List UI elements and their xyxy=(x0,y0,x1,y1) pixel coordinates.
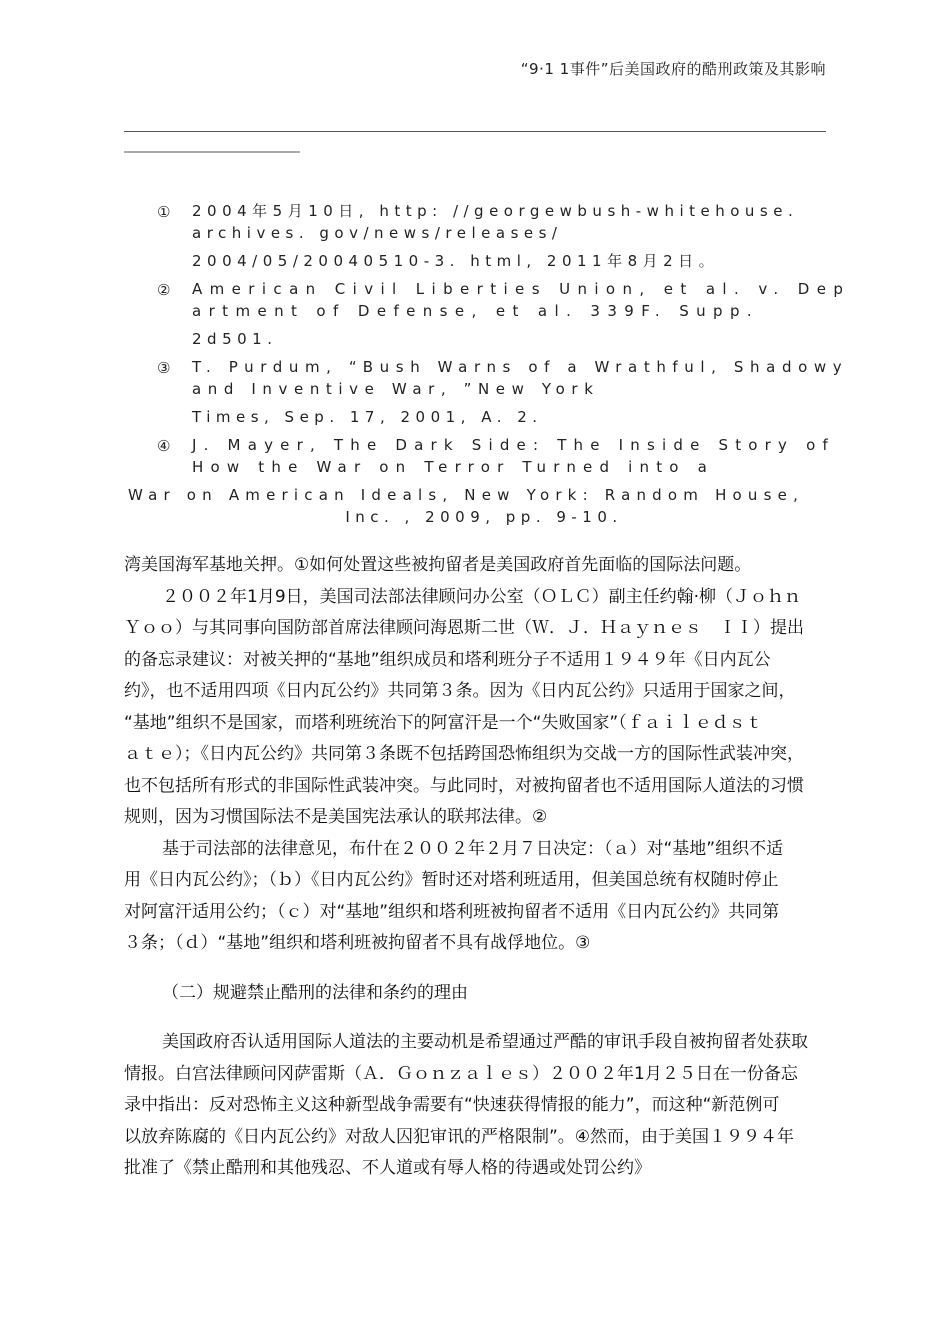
paragraph-line: 对阿富汗适用公约；（ｃ）对“基地”组织和塔利班被拘留者不适用《日内瓦公约》共同第 xyxy=(124,901,780,922)
footnote-line: and Inventive War, ”New York xyxy=(192,380,600,398)
footnote-line: Times, Sep. 17, 2001, A. 2. xyxy=(192,408,543,426)
footnote-mark: ④ xyxy=(157,437,171,455)
footnote-line: War on American Ideals, New York: Random House, xyxy=(128,486,805,504)
footnote-mark: ① xyxy=(157,203,171,221)
footnote-line: archives. gov/news/releases/ xyxy=(192,224,563,242)
footnote-line: 2004年5月10日, http: //georgewbush-whitehouse. xyxy=(192,202,799,220)
paragraph-line: ａｔｅ）；《日内瓦公约》共同第３条既不包括跨国恐怖组织为交战一方的国际性武装冲突， xyxy=(124,744,804,764)
paragraph-line: 的备忘录建议：对被关押的“基地”组织成员和塔利班分子不适用１９４９年《日内瓦公 xyxy=(124,649,771,670)
footnote-line: artment of Defense, et al. 339F. Supp. xyxy=(192,302,760,320)
paragraph-line: ３条；（ｄ）“基地”组织和塔利班被拘留者不具有战俘地位。③ xyxy=(124,933,591,953)
footnote-mark: ③ xyxy=(157,359,171,377)
paragraph-line: 湾美国海军基地关押。①如何处置这些被拘留者是美国政府首先面临的国际法问题。 xyxy=(124,555,752,575)
footnote-separator xyxy=(124,151,300,153)
footnote-line: American Civil Liberties Union, et al. v. Dep xyxy=(192,280,851,298)
paragraph-line: 也不包括所有形式的非国际性武装冲突。与此同时，对被拘留者也不适用国际人道法的习惯 xyxy=(124,775,804,796)
footnote-line: 2004/05/20040510-3. html, 2011年8月2日。 xyxy=(192,252,720,270)
paragraph-line: 情报。白宫法律顾问冈萨雷斯（Ａ．Ｇｏｎｚａｌｅｓ）２００２年1月２５日在一份备忘 xyxy=(124,1063,798,1084)
running-header: “9·1 1事件”后美国政府的酷刑政策及其影响 xyxy=(520,60,826,78)
header-rule xyxy=(124,131,826,132)
paragraph-line: 用《日内瓦公约》；（ｂ）《日内瓦公约》暂时还对塔利班适用，但美国总统有权随时停止 xyxy=(124,870,779,890)
body-text xyxy=(124,550,836,1185)
paragraph-line: 规则，因为习惯国际法不是美国宪法承认的联邦法律。② xyxy=(124,807,548,827)
paragraph-line: 录中指出：反对恐怖主义这种新型战争需要有“快速获得情报的能力”，而这种“新范例可 xyxy=(124,1095,780,1115)
paragraph-line: 批准了《禁止酷刑和其他残忍、不人道或有辱人格的待遇或处罚公约》 xyxy=(124,1158,651,1178)
footnote-line: T. Purdum, “Bush Warns of a Wrathful, Shadowy xyxy=(192,358,849,376)
footnote-line: How the War on Terror Turned into a xyxy=(192,458,715,476)
footnote-2 xyxy=(124,278,851,350)
paragraph-line: 基于司法部的法律意见，布什在２００２年２月７日决定：（ａ）对“基地”组织不适 xyxy=(162,838,784,859)
paragraph-line: 约》，也不适用四项《日内瓦公约》共同第３条。因为《日内瓦公约》只适用于国家之间， xyxy=(124,681,796,701)
paragraph-line: “基地”组织不是国家，而塔利班统治下的阿富汗是一个“失败国家”（ｆａｉｌｅｄｓｔ xyxy=(124,712,763,733)
footnote-1 xyxy=(124,200,844,272)
footnote-mark: ② xyxy=(157,281,171,299)
footnotes-section xyxy=(124,200,851,534)
paragraph-line: 美国政府否认适用国际人道法的主要动机是希望通过严酷的审讯手段自被拘留者处获取 xyxy=(162,1032,808,1052)
paragraph-line: Ｙｏｏ）与其同事向国防部首席法律顾问海恩斯二世（Ｗ．Ｊ．Ｈａｙｎｅｓ ＩＩ）提出 xyxy=(124,618,804,638)
footnote-4 xyxy=(124,434,844,528)
section-heading: （二）规避禁止酷刑的法律和条约的理由 xyxy=(162,982,468,1003)
footnote-line: Inc. , 2009, pp. 9-10. xyxy=(345,508,623,526)
footnote-line: 2d501. xyxy=(192,330,278,348)
paragraph-line: ２００２年1月9日，美国司法部法律顾问办公室（ＯＬＣ）副主任约翰·柳（Ｊｏｈｎ xyxy=(162,586,802,607)
paragraph-line: 以放弃陈腐的《日内瓦公约》对敌人囚犯审讯的严格限制”。④然而，由于美国１９９４年 xyxy=(124,1126,795,1147)
footnote-3 xyxy=(124,356,849,428)
footnote-line: J. Mayer, The Dark Side: The Inside Story of xyxy=(192,436,835,454)
